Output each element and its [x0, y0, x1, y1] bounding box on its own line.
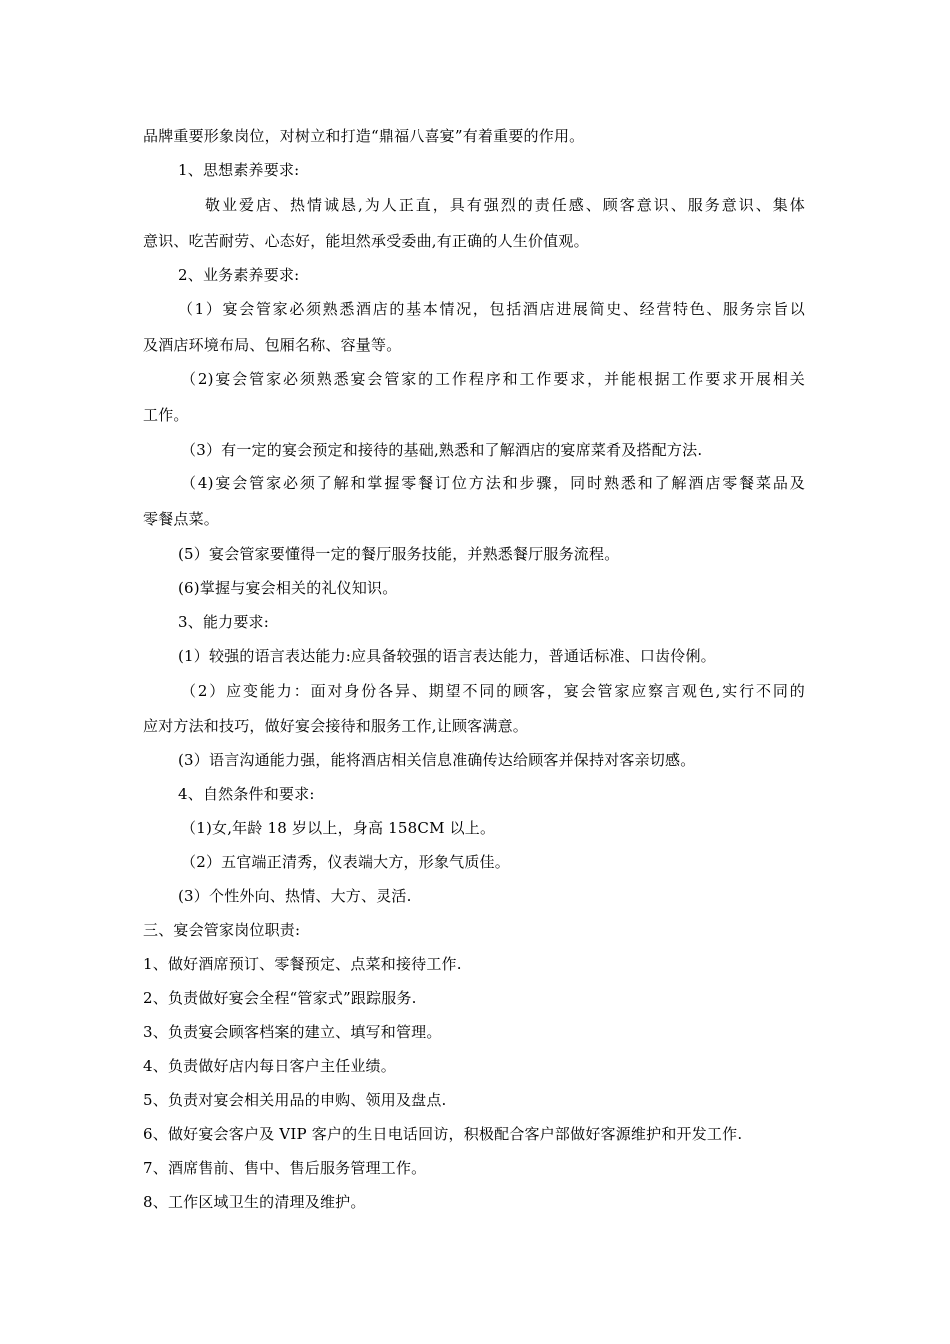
list-item: 7、酒席售前、售中、售后服务管理工作。 [143, 1159, 427, 1177]
paragraph-line: (3）语言沟通能力强，能将酒店相关信息准确传达给顾客并保持对客亲切感。 [178, 751, 696, 769]
list-item: 6、做好宴会客户及 VIP 客户的生日电话回访，积极配合客户部做好客源维护和开发工作. [143, 1125, 743, 1143]
paragraph-line: (3）个性外向、热情、大方、灵活. [178, 887, 412, 905]
paragraph-line: （2）应变能力：面对身份各异、期望不同的顾客，宴会管家应察言观色,实行不同的 [181, 682, 805, 700]
list-item: 5、负责对宴会相关用品的申购、领用及盘点. [143, 1091, 447, 1109]
paragraph-line: （3）有一定的宴会预定和接待的基础,熟悉和了解酒店的宴席菜肴及搭配方法. [181, 441, 703, 459]
list-item: 2、负责做好宴会全程“管家式”跟踪服务. [143, 989, 417, 1007]
paragraph-line: 品牌重要形象岗位，对树立和打造“鼎福八喜宴”有着重要的作用。 [143, 127, 585, 145]
paragraph-line: 及酒店环境布局、包厢名称、容量等。 [143, 336, 402, 354]
list-item: 1、做好酒席预订、零餐预定、点菜和接待工作. [143, 955, 462, 973]
list-item: 8、工作区域卫生的清理及维护。 [143, 1193, 366, 1211]
paragraph-line: （1）宴会管家必须熟悉酒店的基本情况，包括酒店进展简史、经营特色、服务宗旨以 [178, 300, 805, 318]
section-heading: 3、能力要求: [178, 613, 269, 631]
section-heading: 三、宴会管家岗位职责: [143, 921, 301, 939]
paragraph-line: 应对方法和技巧，做好宴会接待和服务工作,让顾客满意。 [143, 717, 528, 735]
paragraph-line: (1）较强的语言表达能力:应具备较强的语言表达能力，普通话标准、口齿伶俐。 [178, 647, 716, 665]
paragraph-line: （2)宴会管家必须熟悉宴会管家的工作程序和工作要求，并能根据工作要求开展相关 [181, 370, 805, 388]
section-heading: 1、思想素养要求: [178, 161, 300, 179]
list-item: 4、负责做好店内每日客户主任业绩。 [143, 1057, 396, 1075]
section-heading: 4、自然条件和要求: [178, 785, 315, 803]
paragraph-line: 敬业爱店、热情诚恳,为人正直，具有强烈的责任感、顾客意识、服务意识、集体 [205, 196, 805, 214]
paragraph-line: (5）宴会管家要懂得一定的餐厅服务技能，并熟悉餐厅服务流程。 [178, 545, 620, 563]
paragraph-line: 工作。 [143, 406, 189, 424]
paragraph-line: （1)女,年龄 18 岁以上，身高 158CM 以上。 [181, 819, 496, 837]
section-heading: 2、业务素养要求: [178, 266, 300, 284]
paragraph-line: 零餐点菜。 [143, 510, 220, 528]
paragraph-line: （2）五官端正清秀，仪表端大方，形象气质佳。 [181, 853, 510, 871]
paragraph-line: （4)宴会管家必须了解和掌握零餐订位方法和步骤，同时熟悉和了解酒店零餐菜品及 [181, 474, 805, 492]
paragraph-line: 意识、吃苦耐劳、心态好，能坦然承受委曲,有正确的人生价值观。 [143, 232, 589, 250]
list-item: 3、负责宴会顾客档案的建立、填写和管理。 [143, 1023, 442, 1041]
paragraph-line: (6)掌握与宴会相关的礼仪知识。 [178, 579, 398, 597]
